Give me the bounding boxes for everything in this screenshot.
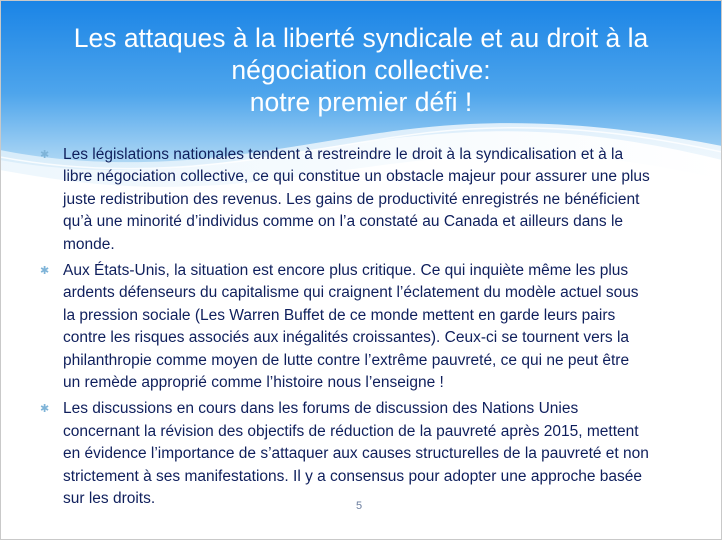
bullet-item-1 (40, 144, 650, 256)
slide-title (30, 22, 692, 118)
title-line-2: négociation collective: (231, 55, 491, 85)
bullet-text-3: Les discussions en cours dans les forums de discussion des Nations Unies concernant la révision des objectifs de réduction de la pauvreté après 2015, mettent en évidence l’importance de s’attaquer aux causes structurelles de la pauvreté et non strictement à ses manifestations. Il y a consensus pour adopter une approche basée sur les droits. (63, 400, 649, 508)
bullet-text-2: Aux États-Unis, la situation est encore plus critique. Ce qui inquiète même les plus ardents défenseurs du capitalisme qui craignent l’éclatement du modèle actuel sous la pression sociale (Les Warren Buffet de ce monde mettent en garde leurs pairs contre les risques associés aux inégalités croissantes). Ceux-ci se tournent vers la philanthropie comme moyen de lutte contre l’extrême pauvreté, ce qui ne peut être un remède approprié comme l’histoire nous l’enseigne ! (63, 262, 639, 392)
bullet-item-2 (40, 260, 650, 394)
asterisk-bullet-icon: ✱ (40, 265, 50, 278)
bullet-list (40, 144, 650, 515)
slide-number: 5 (356, 500, 363, 512)
asterisk-bullet-icon: ✱ (40, 149, 50, 161)
bullet-text-1: Les législations nationales tendent à restreindre le droit à la syndicalisation et à la libre négociation collective, ce qui constitue un obstacle majeur pour assurer une plus juste redistribution des revenus. Les gains de productivité enregistrés ne bénéficient qu’à une minorité d’individus comme on l’a constaté au Canada et ailleurs dans le monde. (63, 146, 650, 253)
title-line-1: Les attaques à la liberté syndicale et au droit à la (73, 23, 649, 53)
title-line-3: notre premier défi ! (249, 87, 473, 117)
bullet-item-3 (40, 398, 650, 510)
asterisk-bullet-icon: ✱ (40, 403, 50, 416)
